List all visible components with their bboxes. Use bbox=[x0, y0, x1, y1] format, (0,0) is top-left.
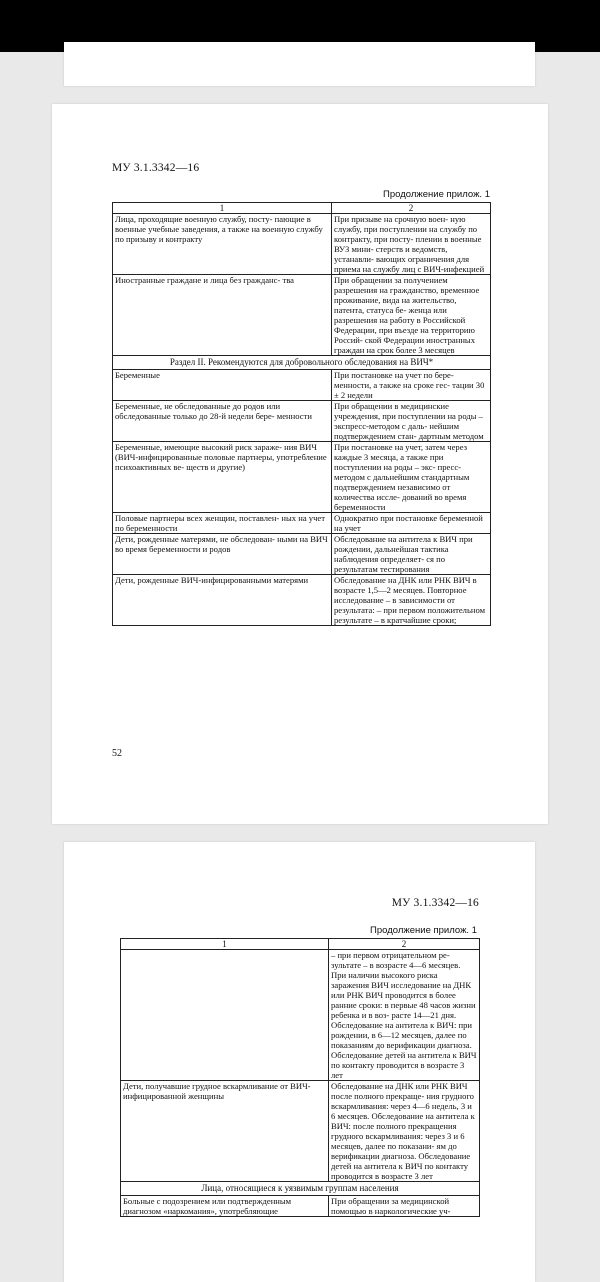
section-title: Лица, относящиеся к уязвимым группам населения bbox=[121, 1182, 480, 1196]
continuation-label: Продолжение прилож. 1 bbox=[370, 925, 477, 936]
row-condition: При призыве на срочную воен- ную службу, при поступлении на службу по контракту, при посту- плении в военные ВУЗ мини- стерств и ведомств, устанавли- вающих ограничения для приема на службу лиц с ВИЧ-инфекцией bbox=[332, 214, 491, 275]
section-title: Раздел II. Рекомендуются для добровольного обследования на ВИЧ* bbox=[113, 356, 491, 370]
requirements-table bbox=[112, 202, 491, 626]
row-condition: При обращении за получением разрешения на гражданство, временное проживание, вида на жительство, патента, статуса бе- женца или разрешения на работу в Российской Федерации, при въезде на территорию Россий- ской Федерации иностранных граждан на срок более 3 месяцев bbox=[332, 275, 491, 356]
row-condition: При постановке на учет по бере- менности, а также на сроке гес- тации 30 ± 2 недели bbox=[332, 370, 491, 401]
previous-page-fragment bbox=[64, 42, 535, 86]
row-condition: Обследование на ДНК или РНК ВИЧ в возрасте 1,5—2 месяцев. Повторное исследование – в зависимости от результата: – при первом положительном результате – в кратчайшие сроки; bbox=[332, 575, 491, 626]
requirements-table bbox=[120, 938, 480, 1217]
table-row bbox=[113, 534, 491, 575]
row-category: Беременные, имеющие высокий риск зараже- ния ВИЧ (ВИЧ-инфицированные половые партнеры, употребление психоактивных ве- ществ и другие) bbox=[113, 442, 332, 513]
section-row bbox=[121, 1182, 480, 1196]
row-category: Беременные bbox=[113, 370, 332, 401]
column-header-2: 2 bbox=[329, 939, 480, 950]
row-condition: При обращении за медицинской помощью в наркологические уч- bbox=[329, 1196, 480, 1217]
section-row bbox=[113, 356, 491, 370]
table-header-row bbox=[121, 939, 480, 950]
row-category bbox=[121, 950, 329, 1081]
table-row bbox=[113, 370, 491, 401]
table-row bbox=[121, 950, 480, 1081]
table-row bbox=[113, 575, 491, 626]
doc-code-header: МУ 3.1.3342—16 bbox=[391, 897, 479, 909]
row-category: Дети, рожденные ВИЧ-инфицированными матерями bbox=[113, 575, 332, 626]
row-category: Половые партнеры всех женщин, поставлен- ных на учет по беременности bbox=[113, 513, 332, 534]
row-category: Лица, проходящие военную службу, посту- пающие в военные учебные заведения, а также на военную службу по призыву и контракту bbox=[113, 214, 332, 275]
continuation-label: Продолжение прилож. 1 bbox=[383, 189, 490, 200]
row-category: Беременные, не обследованные до родов или обследованные только до 28-й недели бере- менности bbox=[113, 401, 332, 442]
column-header-1: 1 bbox=[113, 203, 332, 214]
table-row bbox=[113, 513, 491, 534]
column-header-2: 2 bbox=[332, 203, 491, 214]
column-header-1: 1 bbox=[121, 939, 329, 950]
page-number: 52 bbox=[112, 748, 122, 759]
row-category: Дети, рожденные матерями, не обследован- ными на ВИЧ во время беременности и родов bbox=[113, 534, 332, 575]
table-row bbox=[113, 401, 491, 442]
row-condition: Обследование на антитела к ВИЧ при рождении, дальнейшая тактика наблюдения определяет- ся по результатам тестирования bbox=[332, 534, 491, 575]
row-category: Иностранные граждане и лица без гражданс- тва bbox=[113, 275, 332, 356]
table-row bbox=[121, 1196, 480, 1217]
table-row bbox=[113, 214, 491, 275]
row-condition: Однократно при постановке беременной на учет bbox=[332, 513, 491, 534]
doc-code-header: МУ 3.1.3342—16 bbox=[112, 162, 200, 174]
table-row bbox=[113, 275, 491, 356]
table-row bbox=[113, 442, 491, 513]
table-header-row bbox=[113, 203, 491, 214]
document-page-52 bbox=[52, 104, 548, 824]
row-condition: – при первом отрицательном ре- зультате – в возрасте 4—6 месяцев. При наличии высокого риска заражения ВИЧ исследование на ДНК или РНК ВИЧ проводится в более ранние сроки: в первые 48 часов жизни ребенка и в воз- расте 14—21 дня. Обследование на антитела к ВИЧ: при рождении, в 6—12 месяцев, далее по показаниям до верификации диагноза. Обследование детей на антитела к ВИЧ по контакту проводится в возрасте 3 лет bbox=[329, 950, 480, 1081]
row-category: Дети, получавшие грудное вскармливание от ВИЧ-инфицированной женщины bbox=[121, 1081, 329, 1182]
row-condition: При обращении в медицинские учреждения, при поступлении на роды – экспресс-методом с даль- нейшим подтверждением стан- дартным методом bbox=[332, 401, 491, 442]
row-category: Больные с подозрением или подтвержденным диагнозом «наркомания», употребляющие bbox=[121, 1196, 329, 1217]
row-condition: Обследование на ДНК или РНК ВИЧ после полного прекраще- ния грудного вскармливания: через 4—6 недель, 3 и 6 месяцев. Обследование на антитела к ВИЧ: после полного прекращения грудного вскармливания: через 3 и 6 месяцев, далее по показани- ям до верификации диагноза. Обследование детей на антитела к ВИЧ по контакту проводится в возрасте 3 лет bbox=[329, 1081, 480, 1182]
table-row bbox=[121, 1081, 480, 1182]
document-page-53 bbox=[64, 842, 535, 1282]
row-condition: При постановке на учет, затем через каждые 3 месяца, а также при поступлении на роды – экс- пресс-методом с дальнейшим стандартным подтверждением независимо от количества иссле- дований во время беременности bbox=[332, 442, 491, 513]
